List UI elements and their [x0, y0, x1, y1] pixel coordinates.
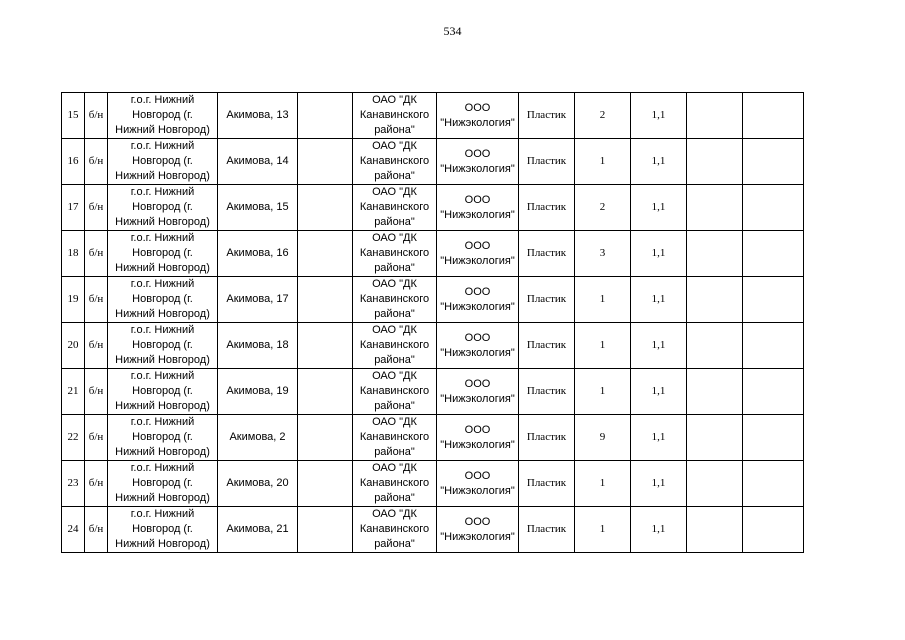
locality-line: г.о.г. Нижний [130, 232, 195, 244]
operator-cell [437, 323, 519, 369]
address-cell: Акимова, 16 [218, 231, 298, 277]
operator-line: ООО [464, 515, 491, 528]
owner-line: ОАО "ДК [372, 324, 417, 336]
document-number-cell: б/н [85, 139, 108, 185]
owner-cell [353, 369, 437, 415]
operator-line: "Нижэкология" [440, 392, 515, 405]
container-count-cell: 1 [575, 507, 631, 553]
operator-line: "Нижэкология" [440, 346, 515, 359]
container-count-cell: 3 [575, 231, 631, 277]
owner-line: района" [374, 124, 415, 136]
locality-line: г.о.г. Нижний [130, 140, 195, 152]
locality-line: г.о.г. Нижний [130, 94, 195, 106]
extra-cell [743, 185, 804, 231]
locality-cell [108, 139, 218, 185]
locality-line: г.о.г. Нижний [130, 278, 195, 290]
extra-cell [687, 185, 743, 231]
table-row [62, 461, 804, 507]
extra-cell [298, 277, 353, 323]
row-number-cell: 19 [62, 277, 85, 323]
container-volume-cell: 1,1 [631, 461, 687, 507]
row-number-cell: 15 [62, 93, 85, 139]
locality-line: Новгород (г. [132, 201, 193, 213]
extra-cell [298, 415, 353, 461]
owner-line: ОАО "ДК [372, 232, 417, 244]
owner-cell [353, 415, 437, 461]
operator-line: "Нижэкология" [440, 438, 515, 451]
locality-line: Новгород (г. [132, 523, 193, 535]
document-number-cell: б/н [85, 231, 108, 277]
locality-line: Нижний Новгород) [115, 354, 210, 366]
operator-cell [437, 185, 519, 231]
extra-cell [743, 323, 804, 369]
locality-cell [108, 323, 218, 369]
address-cell: Акимова, 13 [218, 93, 298, 139]
locality-line: Новгород (г. [132, 155, 193, 167]
owner-line: Канавинского [359, 477, 430, 489]
operator-cell [437, 369, 519, 415]
container-volume-cell: 1,1 [631, 415, 687, 461]
owner-line: Канавинского [359, 109, 430, 121]
owner-line: района" [374, 446, 415, 458]
owner-line: Канавинского [359, 247, 430, 259]
container-count-cell: 9 [575, 415, 631, 461]
owner-line: района" [374, 170, 415, 182]
locality-line: г.о.г. Нижний [130, 416, 195, 428]
extra-cell [687, 507, 743, 553]
extra-cell [687, 277, 743, 323]
document-number-cell: б/н [85, 323, 108, 369]
container-volume-cell: 1,1 [631, 323, 687, 369]
operator-cell [437, 415, 519, 461]
extra-cell [743, 231, 804, 277]
document-number-cell: б/н [85, 369, 108, 415]
locality-line: г.о.г. Нижний [130, 324, 195, 336]
extra-cell [687, 461, 743, 507]
owner-line: района" [374, 354, 415, 366]
extra-cell [298, 323, 353, 369]
operator-line: "Нижэкология" [440, 530, 515, 543]
owner-line: района" [374, 216, 415, 228]
extra-cell [743, 415, 804, 461]
extra-cell [298, 93, 353, 139]
locality-cell [108, 415, 218, 461]
address-cell: Акимова, 21 [218, 507, 298, 553]
container-count-cell: 1 [575, 369, 631, 415]
table-row [62, 323, 804, 369]
operator-line: "Нижэкология" [440, 208, 515, 221]
owner-cell [353, 507, 437, 553]
operator-line: "Нижэкология" [440, 300, 515, 313]
locality-line: Нижний Новгород) [115, 262, 210, 274]
locality-cell [108, 185, 218, 231]
locality-cell [108, 507, 218, 553]
owner-line: ОАО "ДК [372, 140, 417, 152]
container-volume-cell: 1,1 [631, 93, 687, 139]
operator-cell [437, 93, 519, 139]
extra-cell [687, 323, 743, 369]
owner-cell [353, 323, 437, 369]
locality-line: Нижний Новгород) [115, 538, 210, 550]
container-volume-cell: 1,1 [631, 139, 687, 185]
table-row [62, 277, 804, 323]
owner-cell [353, 139, 437, 185]
operator-line: ООО [464, 469, 491, 482]
owner-line: района" [374, 538, 415, 550]
container-sites-table [61, 92, 804, 553]
locality-line: Нижний Новгород) [115, 492, 210, 504]
material-cell: Пластик [519, 323, 575, 369]
owner-line: ОАО "ДК [372, 186, 417, 198]
extra-cell [298, 369, 353, 415]
operator-line: ООО [464, 285, 491, 298]
locality-line: Нижний Новгород) [115, 400, 210, 412]
locality-line: Новгород (г. [132, 431, 193, 443]
owner-line: района" [374, 308, 415, 320]
locality-cell [108, 231, 218, 277]
extra-cell [687, 369, 743, 415]
table-row [62, 139, 804, 185]
owner-line: Канавинского [359, 339, 430, 351]
locality-line: Нижний Новгород) [115, 170, 210, 182]
locality-line: Новгород (г. [132, 109, 193, 121]
operator-cell [437, 507, 519, 553]
material-cell: Пластик [519, 369, 575, 415]
container-volume-cell: 1,1 [631, 185, 687, 231]
locality-cell [108, 369, 218, 415]
owner-cell [353, 461, 437, 507]
owner-line: ОАО "ДК [372, 416, 417, 428]
material-cell: Пластик [519, 461, 575, 507]
owner-line: района" [374, 262, 415, 274]
locality-line: Новгород (г. [132, 385, 193, 397]
owner-cell [353, 93, 437, 139]
extra-cell [687, 93, 743, 139]
operator-line: ООО [464, 193, 491, 206]
container-volume-cell: 1,1 [631, 231, 687, 277]
operator-cell [437, 139, 519, 185]
locality-line: г.о.г. Нижний [130, 370, 195, 382]
extra-cell [743, 461, 804, 507]
document-number-cell: б/н [85, 277, 108, 323]
operator-cell [437, 461, 519, 507]
extra-cell [687, 415, 743, 461]
address-cell: Акимова, 20 [218, 461, 298, 507]
document-number-cell: б/н [85, 461, 108, 507]
row-number-cell: 17 [62, 185, 85, 231]
table-row [62, 231, 804, 277]
address-cell: Акимова, 15 [218, 185, 298, 231]
operator-cell [437, 277, 519, 323]
operator-line: "Нижэкология" [440, 254, 515, 267]
locality-cell [108, 93, 218, 139]
material-cell: Пластик [519, 185, 575, 231]
material-cell: Пластик [519, 277, 575, 323]
operator-line: ООО [464, 147, 491, 160]
locality-cell [108, 277, 218, 323]
address-cell: Акимова, 19 [218, 369, 298, 415]
extra-cell [298, 461, 353, 507]
owner-cell [353, 277, 437, 323]
owner-line: района" [374, 400, 415, 412]
page-number: 534 [443, 24, 462, 38]
row-number-cell: 22 [62, 415, 85, 461]
extra-cell [298, 231, 353, 277]
owner-cell [353, 231, 437, 277]
table-row [62, 507, 804, 553]
operator-line: ООО [464, 331, 491, 344]
operator-line: ООО [464, 101, 491, 114]
extra-cell [687, 139, 743, 185]
address-cell: Акимова, 18 [218, 323, 298, 369]
address-cell: Акимова, 2 [218, 415, 298, 461]
owner-line: ОАО "ДК [372, 278, 417, 290]
material-cell: Пластик [519, 93, 575, 139]
container-count-cell: 1 [575, 139, 631, 185]
operator-line: "Нижэкология" [440, 162, 515, 175]
extra-cell [743, 369, 804, 415]
locality-line: Нижний Новгород) [115, 216, 210, 228]
document-number-cell: б/н [85, 415, 108, 461]
extra-cell [743, 139, 804, 185]
row-number-cell: 16 [62, 139, 85, 185]
container-volume-cell: 1,1 [631, 369, 687, 415]
material-cell: Пластик [519, 231, 575, 277]
locality-line: Нижний Новгород) [115, 124, 210, 136]
material-cell: Пластик [519, 507, 575, 553]
owner-line: Канавинского [359, 155, 430, 167]
operator-line: ООО [464, 377, 491, 390]
address-cell: Акимова, 17 [218, 277, 298, 323]
owner-line: ОАО "ДК [372, 508, 417, 520]
extra-cell [298, 139, 353, 185]
owner-line: района" [374, 492, 415, 504]
operator-line: "Нижэкология" [440, 116, 515, 129]
locality-line: Нижний Новгород) [115, 446, 210, 458]
document-number-cell: б/н [85, 507, 108, 553]
container-volume-cell: 1,1 [631, 507, 687, 553]
extra-cell [743, 507, 804, 553]
owner-line: ОАО "ДК [372, 94, 417, 106]
owner-line: Канавинского [359, 293, 430, 305]
container-count-cell: 1 [575, 277, 631, 323]
row-number-cell: 18 [62, 231, 85, 277]
owner-line: ОАО "ДК [372, 370, 417, 382]
extra-cell [743, 93, 804, 139]
document-number-cell: б/н [85, 185, 108, 231]
locality-line: Новгород (г. [132, 477, 193, 489]
operator-cell [437, 231, 519, 277]
owner-line: Канавинского [359, 385, 430, 397]
extra-cell [298, 507, 353, 553]
container-count-cell: 2 [575, 185, 631, 231]
extra-cell [743, 277, 804, 323]
locality-line: Новгород (г. [132, 293, 193, 305]
row-number-cell: 20 [62, 323, 85, 369]
table-body [62, 93, 804, 553]
owner-line: ОАО "ДК [372, 462, 417, 474]
locality-line: Новгород (г. [132, 247, 193, 259]
container-count-cell: 2 [575, 93, 631, 139]
locality-cell [108, 461, 218, 507]
locality-line: Новгород (г. [132, 339, 193, 351]
container-count-cell: 1 [575, 461, 631, 507]
table-row [62, 93, 804, 139]
locality-line: Нижний Новгород) [115, 308, 210, 320]
extra-cell [687, 231, 743, 277]
operator-line: "Нижэкология" [440, 484, 515, 497]
row-number-cell: 23 [62, 461, 85, 507]
material-cell: Пластик [519, 139, 575, 185]
owner-line: Канавинского [359, 431, 430, 443]
container-count-cell: 1 [575, 323, 631, 369]
extra-cell [298, 185, 353, 231]
row-number-cell: 24 [62, 507, 85, 553]
document-number-cell: б/н [85, 93, 108, 139]
locality-line: г.о.г. Нижний [130, 186, 195, 198]
locality-line: г.о.г. Нижний [130, 508, 195, 520]
row-number-cell: 21 [62, 369, 85, 415]
operator-line: ООО [464, 423, 491, 436]
operator-line: ООО [464, 239, 491, 252]
owner-cell [353, 185, 437, 231]
table-row [62, 185, 804, 231]
owner-line: Канавинского [359, 523, 430, 535]
table-row [62, 415, 804, 461]
owner-line: Канавинского [359, 201, 430, 213]
material-cell: Пластик [519, 415, 575, 461]
address-cell: Акимова, 14 [218, 139, 298, 185]
container-volume-cell: 1,1 [631, 277, 687, 323]
table-row [62, 369, 804, 415]
locality-line: г.о.г. Нижний [130, 462, 195, 474]
